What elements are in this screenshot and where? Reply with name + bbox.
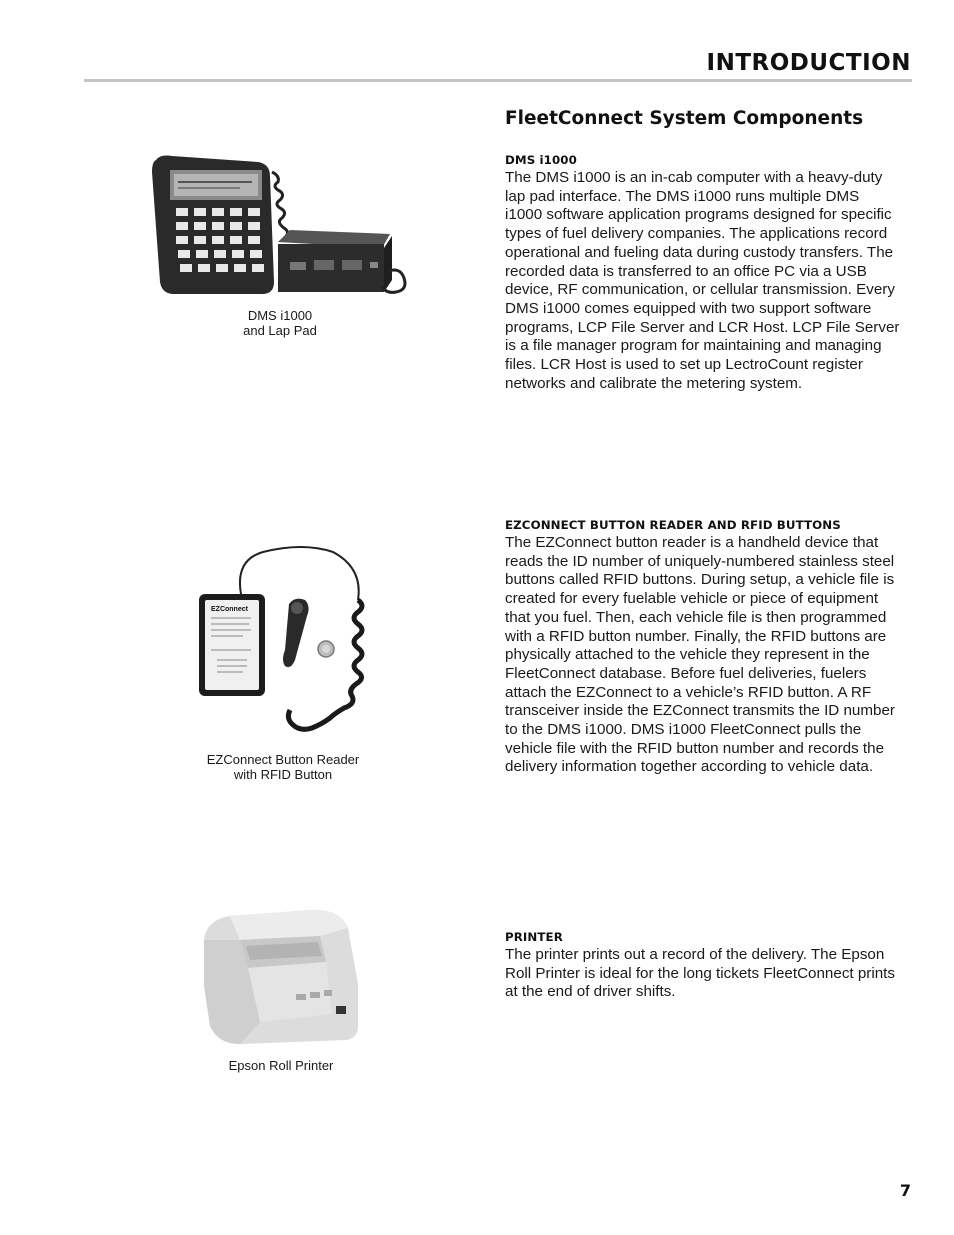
- ezconnect-heading: EZCONNECT BUTTON READER AND RFID BUTTONS: [505, 518, 841, 532]
- ezconnect-caption-line1: EZConnect Button Reader: [206, 752, 360, 767]
- ezconnect-caption-line2: with RFID Button: [233, 766, 333, 782]
- ezconnect-reader-photo-icon: [193, 520, 375, 742]
- epson-roll-printer-photo-icon: [200, 906, 362, 1046]
- printer-section: [505, 930, 900, 1002]
- section-title: FleetConnect System Components: [505, 108, 864, 129]
- ezconnect-body: The EZConnect button reader is a handheld device that reads the ID number of uniquely-numbered stainless steel buttons called RFID buttons. During setup, a vehicle file is created for every fuelable vehicle or piece of equipment that you fuel. Then, each vehicle file is then programmed with a RFID button number. Finally, the RFID buttons are physically attached to the vehicle they represent in the FleetConnect database. Before fuel deliveries, fuelers attach the EZConnect to a vehicle’s RFID button. A RF transceiver inside the EZConnect transmits the ID number to the DMS i1000. DMS i1000 FleetConnect pulls the vehicle file with the RFID button number and records the delivery information together according to vehicle data.: [505, 534, 895, 776]
- dms-i1000-lap-pad-photo-icon: [150, 152, 412, 300]
- printer-heading: PRINTER: [505, 930, 563, 944]
- ezconnect-section: [505, 518, 900, 777]
- printer-caption-line1: Epson Roll Printer: [228, 1058, 334, 1073]
- header-rule: [84, 79, 912, 82]
- printer-caption: [200, 1059, 362, 1074]
- dms-caption-line2: and Lap Pad: [243, 322, 317, 338]
- ezconnect-caption: [183, 753, 383, 782]
- ezconnect-device-label: EZConnect: [211, 606, 248, 613]
- dms-heading: DMS i1000: [505, 153, 577, 167]
- dms-caption-line1: DMS i1000: [247, 308, 313, 323]
- page-header-title: INTRODUCTION: [706, 50, 911, 76]
- dms-section: [505, 153, 900, 393]
- printer-body: The printer prints out a record of the delivery. The Epson Roll Printer is ideal for the long tickets FleetConnect prints at the end of driver shifts.: [505, 946, 895, 1001]
- dms-caption: [210, 309, 350, 338]
- dms-body: The DMS i1000 is an in-cab computer with a heavy-duty lap pad interface. The DMS i1000 runs multiple DMS i1000 software application programs designed for specific types of fuel delivery companies. The applications record operational and fueling data during custody transfers. The recorded data is transferred to an office PC via a USB device, RF communication, or cellular transmission. Every DMS i1000 comes equipped with two support software programs, LCP File Server and LCR Host. LCP File Server is a file manager program for maintaining and managing files. LCR Host is used to set up LectroCount register networks and calibrate the metering system.: [505, 169, 900, 392]
- page-number: 7: [899, 1181, 911, 1200]
